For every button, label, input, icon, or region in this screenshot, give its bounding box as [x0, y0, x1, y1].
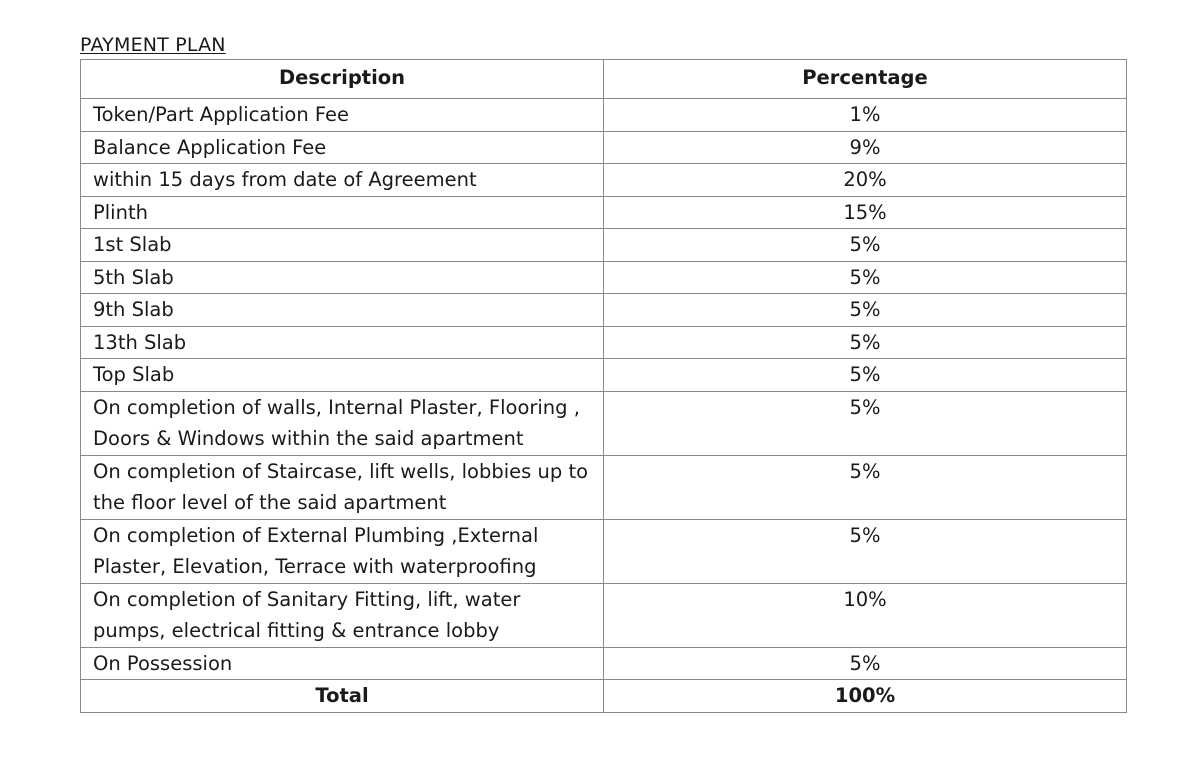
table-row [81, 196, 1127, 229]
payment-plan-table [80, 59, 1127, 713]
row-percentage: 5% [604, 294, 1127, 327]
row-description: On Possession [81, 647, 604, 680]
row-description: On completion of Sanitary Fitting, lift, water pumps, electrical fitting & entrance lobby [81, 583, 604, 647]
row-description: Top Slab [81, 359, 604, 392]
row-percentage: 5% [604, 391, 1127, 455]
row-description: 13th Slab [81, 326, 604, 359]
total-row [81, 680, 1127, 713]
row-percentage: 20% [604, 164, 1127, 197]
row-percentage: 9% [604, 131, 1127, 164]
table-row [81, 519, 1127, 583]
table-row [81, 455, 1127, 519]
table-row [81, 294, 1127, 327]
table-row [81, 99, 1127, 132]
row-description: 1st Slab [81, 229, 604, 262]
row-description: 5th Slab [81, 261, 604, 294]
row-percentage: 5% [604, 455, 1127, 519]
total-label: Total [81, 680, 604, 713]
table-row [81, 391, 1127, 455]
table-header-row [81, 60, 1127, 99]
row-percentage: 5% [604, 519, 1127, 583]
row-description: 9th Slab [81, 294, 604, 327]
row-description: within 15 days from date of Agreement [81, 164, 604, 197]
row-percentage: 5% [604, 359, 1127, 392]
row-description: On completion of walls, Internal Plaster, Flooring , Doors & Windows within the said apartment [81, 391, 604, 455]
percentage-column-header: Percentage [604, 60, 1127, 99]
table-row [81, 131, 1127, 164]
page-title: PAYMENT PLAN [80, 34, 226, 56]
table-row [81, 583, 1127, 647]
row-percentage: 10% [604, 583, 1127, 647]
row-description: On completion of Staircase, lift wells, lobbies up to the floor level of the said apartment [81, 455, 604, 519]
row-description: Balance Application Fee [81, 131, 604, 164]
row-description: On completion of External Plumbing ,External Plaster, Elevation, Terrace with waterproofing [81, 519, 604, 583]
row-percentage: 5% [604, 261, 1127, 294]
row-percentage: 5% [604, 647, 1127, 680]
row-description: Token/Part Application Fee [81, 99, 604, 132]
table-row [81, 164, 1127, 197]
table-row [81, 359, 1127, 392]
description-column-header: Description [81, 60, 604, 99]
row-description: Plinth [81, 196, 604, 229]
row-percentage: 5% [604, 326, 1127, 359]
table-row [81, 647, 1127, 680]
row-percentage: 15% [604, 196, 1127, 229]
table-row [81, 261, 1127, 294]
total-percentage: 100% [604, 680, 1127, 713]
table-row [81, 229, 1127, 262]
table-row [81, 326, 1127, 359]
row-percentage: 5% [604, 229, 1127, 262]
row-percentage: 1% [604, 99, 1127, 132]
